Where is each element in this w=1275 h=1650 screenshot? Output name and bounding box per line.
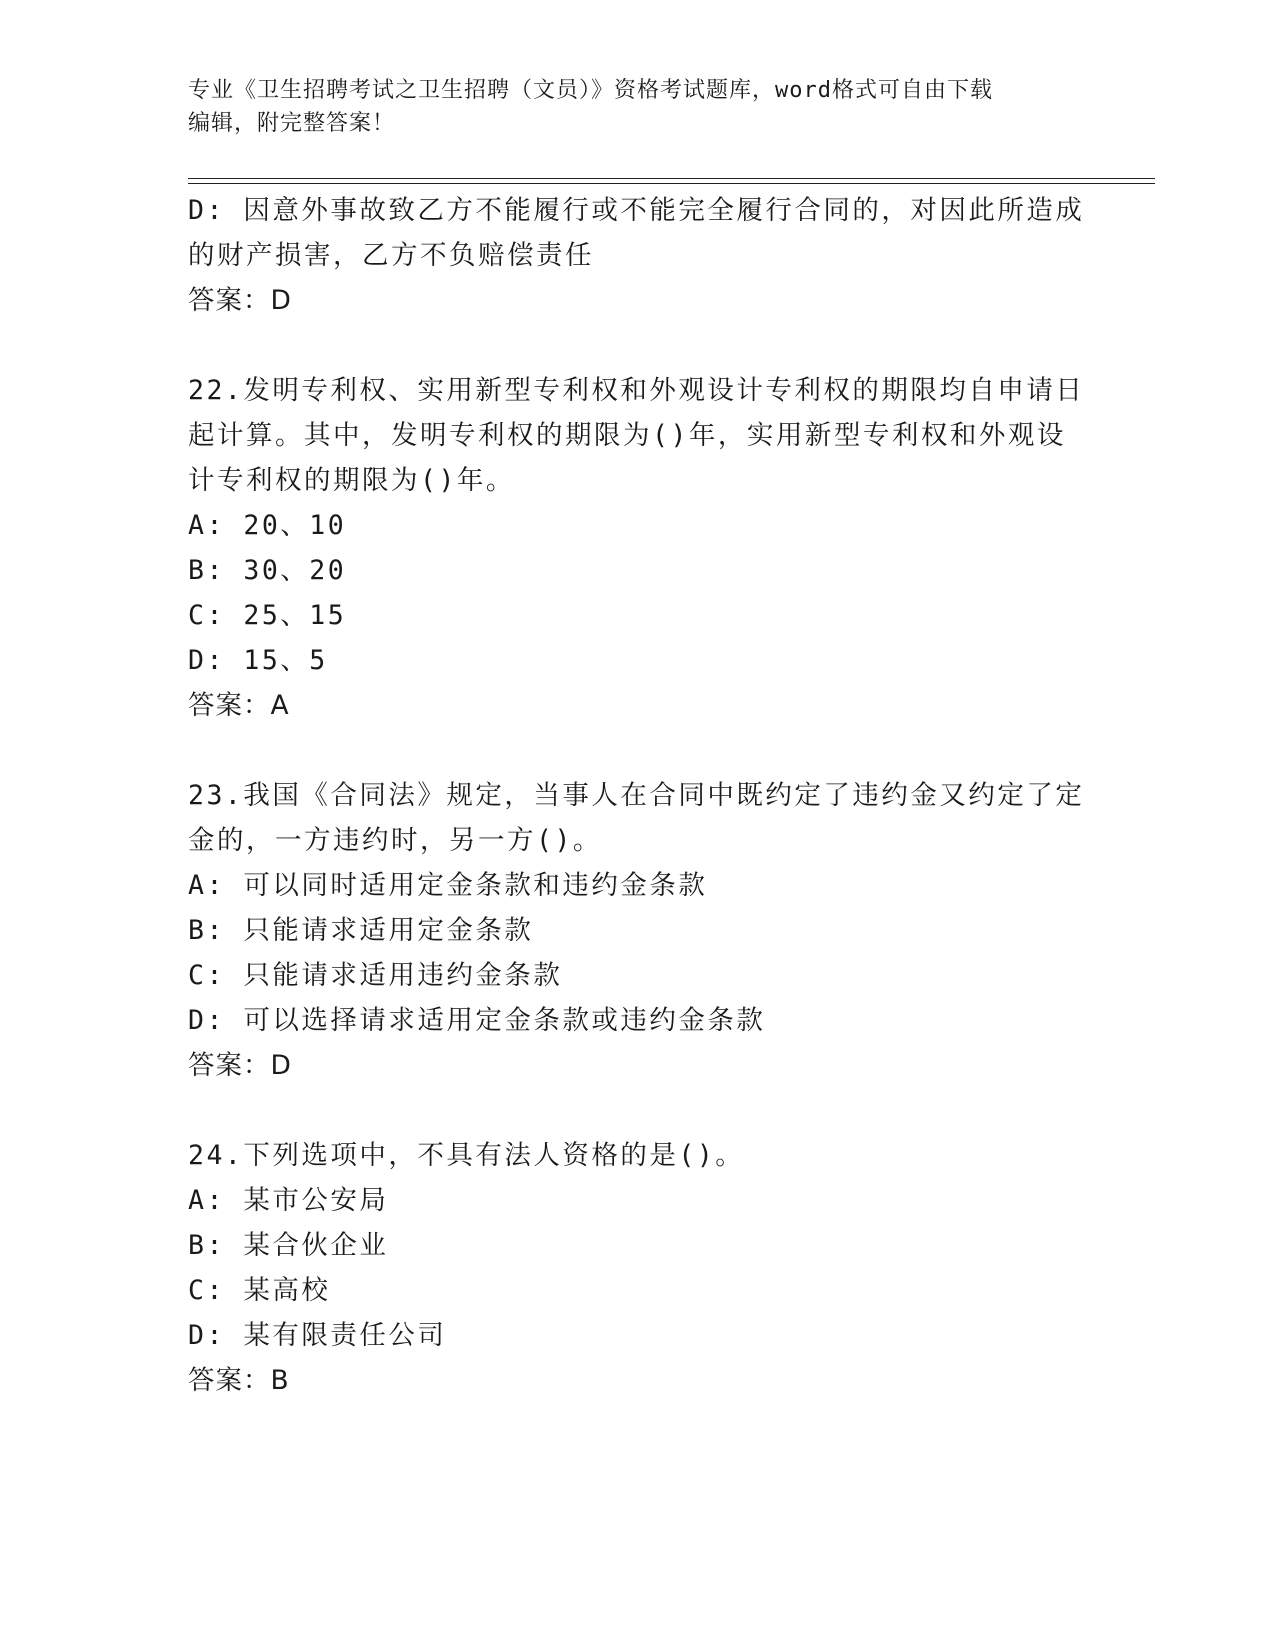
question-23 [188,773,1088,1088]
option-b: B: 某合伙企业 [188,1230,389,1261]
option-a: A: 可以同时适用定金条款和违约金条款 [188,870,708,901]
question-24 [188,1133,1088,1403]
header-line-2: 编辑，附完整答案！ [188,111,396,136]
header-divider [188,178,1155,184]
page-header [188,74,1068,140]
option-a: A: 某市公安局 [188,1185,389,1216]
option-d: D: 可以选择请求适用定金条款或违约金条款 [188,1005,766,1036]
option-c: C: 25、15 [188,600,347,631]
option-d: D: 某有限责任公司 [188,1320,447,1351]
option-b: B: 只能请求适用定金条款 [188,915,534,946]
header-line-1: 专业《卫生招聘考试之卫生招聘（文员）》资格考试题库，word格式可自由下载 [188,78,993,103]
answer-line: 答案：D [188,285,292,316]
option-d: D: 15、5 [188,645,328,676]
spacer [188,1088,1088,1133]
option-c: C: 只能请求适用违约金条款 [188,960,563,991]
option-d-continued: 的财产损害，乙方不负赔偿责任 [188,240,594,271]
option-a: A: 20、10 [188,510,347,541]
answer-line: 答案：B [188,1365,290,1396]
answer-line: 答案：A [188,690,290,721]
question-stem: 金的，一方违约时，另一方()。 [188,825,602,856]
question-stem: 24.下列选项中，不具有法人资格的是()。 [188,1140,745,1171]
option-b: B: 30、20 [188,555,347,586]
option-c: C: 某高校 [188,1275,331,1306]
question-22 [188,368,1088,728]
option-d: D: 因意外事故致乙方不能履行或不能完全履行合同的，对因此所造成 [188,195,1085,226]
question-body [188,188,1088,1403]
question-21-tail [188,188,1088,323]
answer-line: 答案：D [188,1050,292,1081]
question-stem: 23.我国《合同法》规定，当事人在合同中既约定了违约金又约定了定 [188,780,1085,811]
spacer [188,323,1088,368]
question-stem: 计专利权的期限为()年。 [188,465,515,496]
question-stem: 22.发明专利权、实用新型专利权和外观设计专利权的期限均自申请日 [188,375,1085,406]
spacer [188,728,1088,773]
question-stem: 起计算。其中，发明专利权的期限为()年，实用新型专利权和外观设 [188,420,1066,451]
